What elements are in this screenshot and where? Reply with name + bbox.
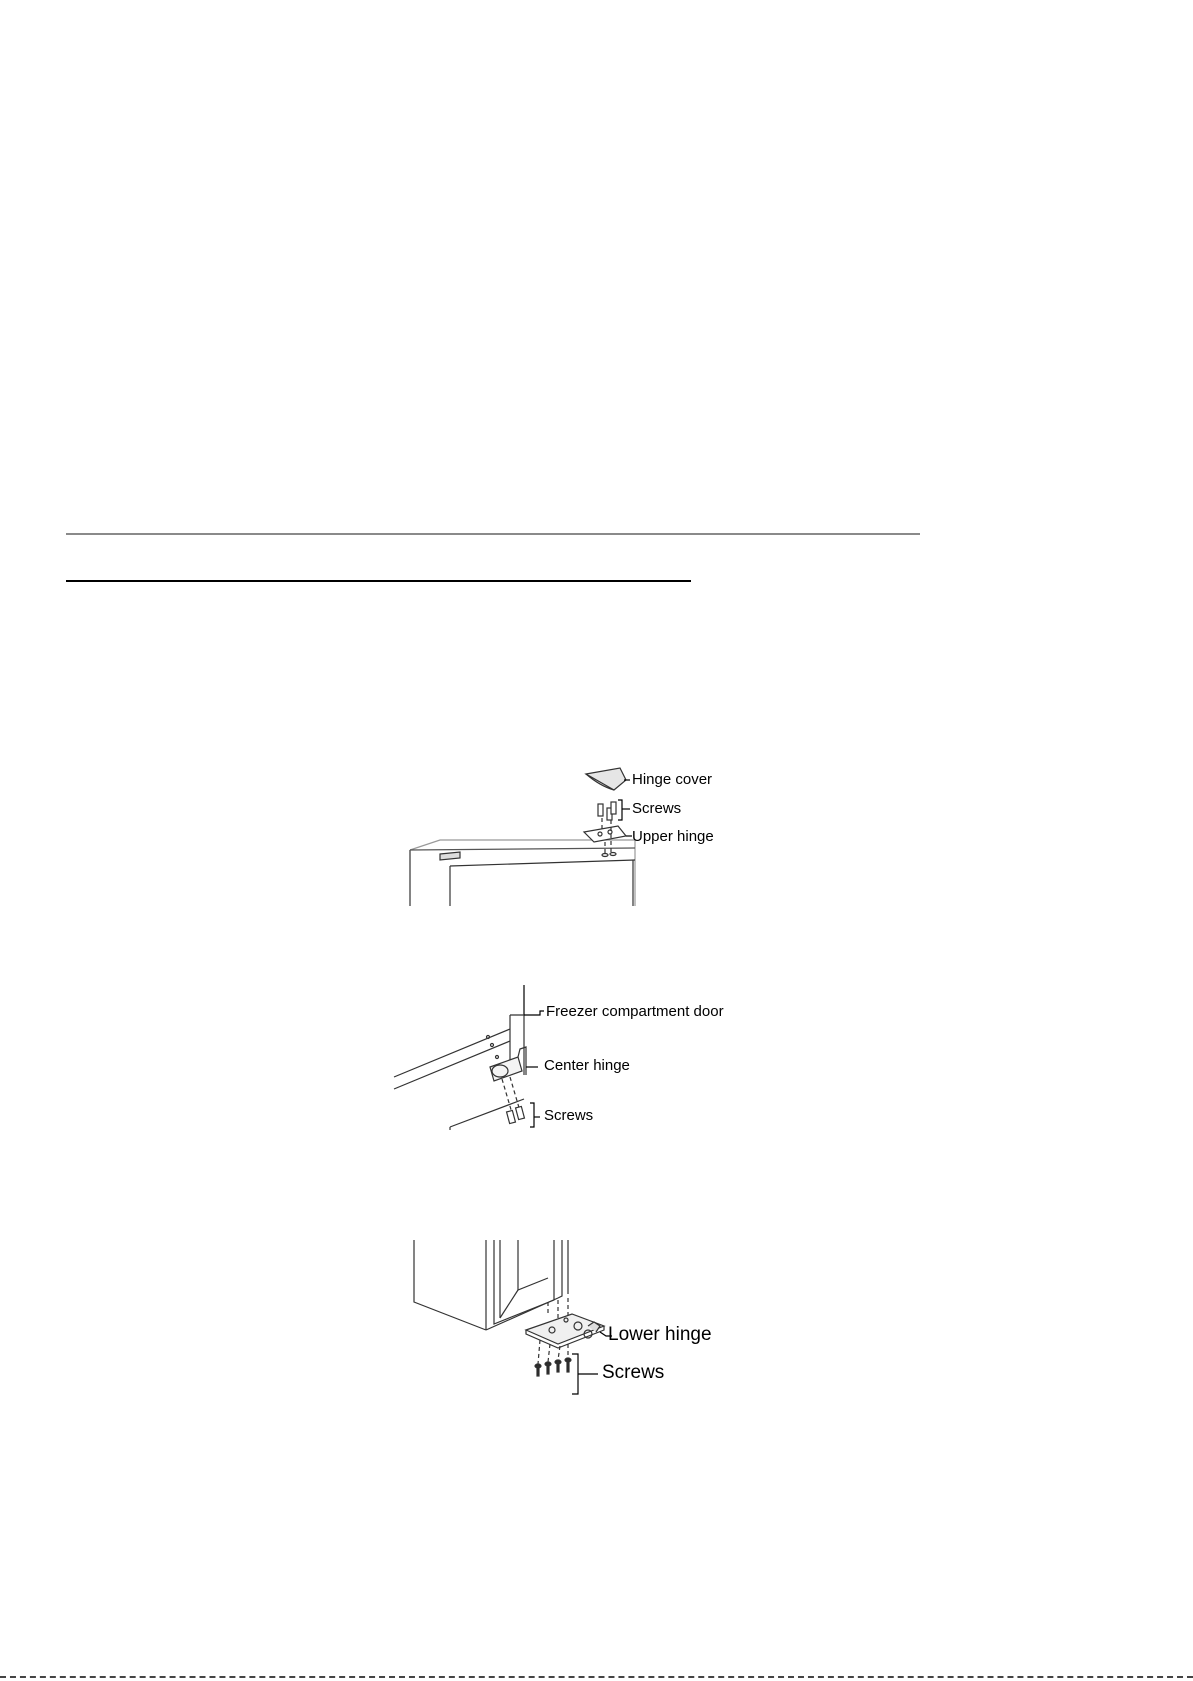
- section-divider: [66, 533, 920, 535]
- center-hinge-figure: [390, 985, 724, 1130]
- heading-underline: [66, 580, 691, 582]
- center-screws-label: Screws: [544, 1107, 594, 1124]
- upper-hinge-figure: [400, 760, 720, 910]
- lower-hinge-illustration: [408, 1240, 728, 1400]
- lower-hinge-label: Lower hinge: [608, 1324, 712, 1345]
- hinge-cover-label: Hinge cover: [632, 771, 713, 788]
- upper-hinge-label: Upper hinge: [632, 828, 714, 845]
- page-bottom-edge: [0, 1676, 1193, 1678]
- upper-screws-label: Screws: [632, 800, 682, 817]
- lower-screws-label: Screws: [602, 1362, 665, 1383]
- lower-hinge-figure: [408, 1240, 728, 1400]
- freezer-door-label: Freezer compartment door: [546, 1003, 724, 1020]
- center-hinge-label: Center hinge: [544, 1057, 630, 1074]
